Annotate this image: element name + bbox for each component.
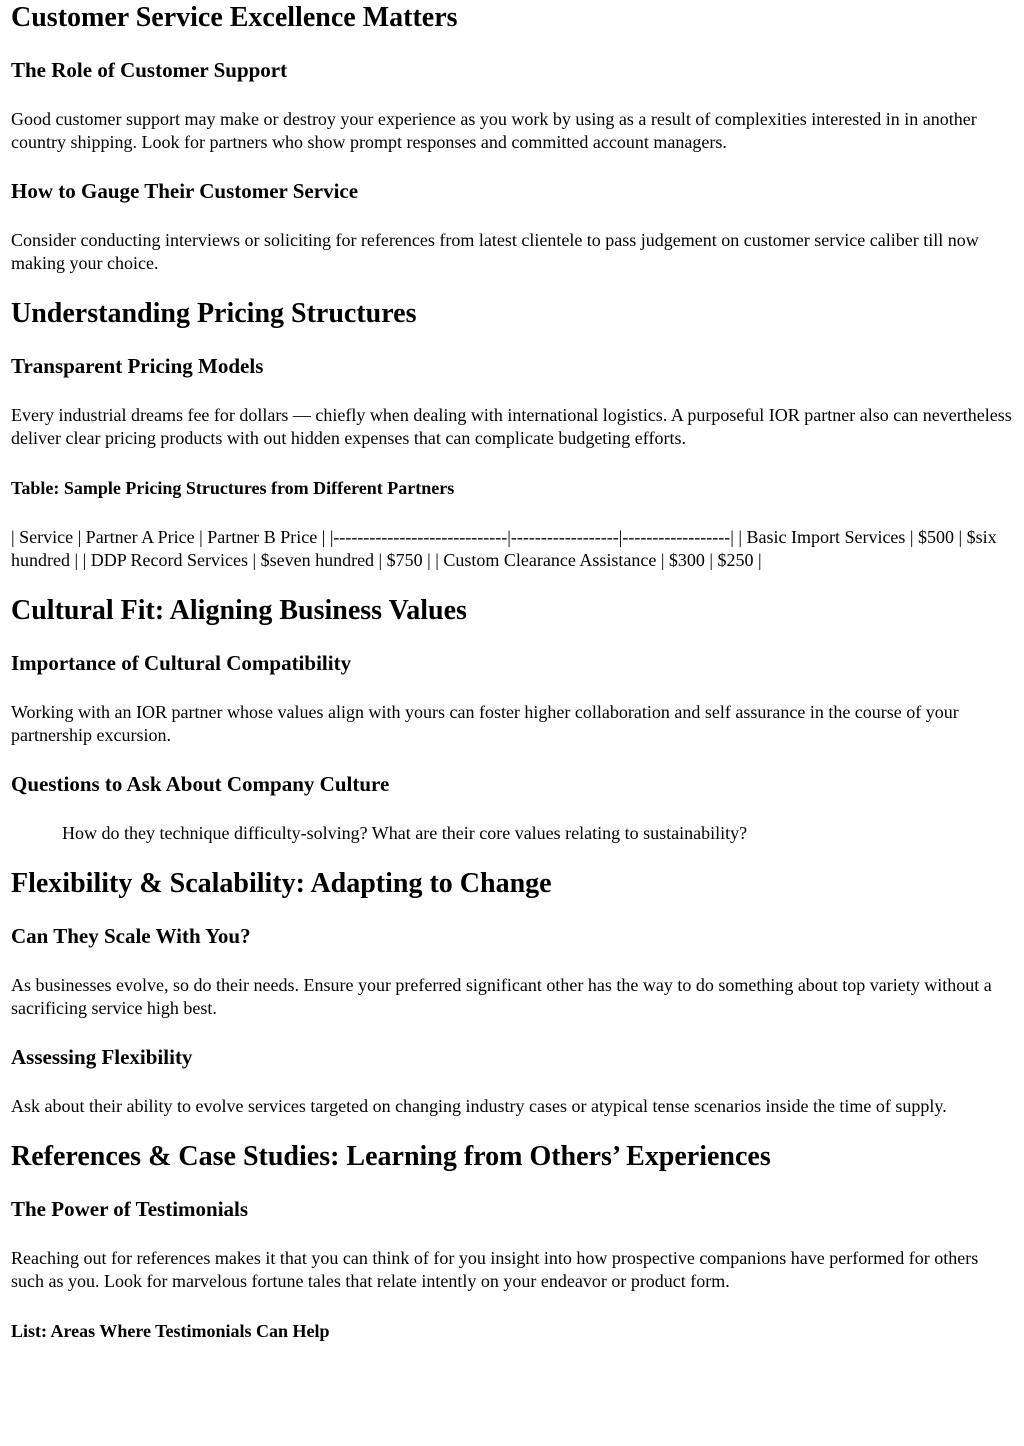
subheading-role-of-support: The Role of Customer Support: [11, 58, 288, 82]
section-heading-references: References & Case Studies: Learning from Others’ Experiences: [11, 1141, 771, 1172]
paragraph-pricing-table-text: | Service | Partner A Price | Partner B Price | |-----------------------------|------------------|------------------| | Basic Import Services | $500 | $six hundred | | DDP Record Services | $seven hundred | $750 | | Custom Clearance Assistance | $300 | $250 |: [11, 527, 997, 570]
subheading-company-culture-questions: Questions to Ask About Company Culture: [11, 772, 390, 796]
section-heading-cultural-fit: Cultural Fit: Aligning Business Values: [11, 595, 467, 626]
subheading-assessing-flexibility: Assessing Flexibility: [11, 1045, 193, 1069]
section-heading-flexibility: Flexibility & Scalability: Adapting to Change: [11, 868, 552, 899]
paragraph-scale-with-you: As businesses evolve, so do their needs. Ensure your preferred significant other has the way to do something about top variety without a sacrificing service high best.: [11, 975, 992, 1018]
subheading-scale-with-you: Can They Scale With You?: [11, 924, 251, 948]
paragraph-gauge-service: Consider conducting interviews or soliciting for references from latest clientele to pass judgement on customer service caliber till now making your choice.: [11, 230, 979, 273]
blockquote-culture-questions: How do they technique difficulty-solving? What are their core values relating to sustainability?: [62, 823, 748, 843]
paragraph-role-of-support: Good customer support may make or destroy your experience as you work by using as a result of complexities interested in in another country shipping. Look for partners who show prompt responses and committed account managers.: [11, 109, 977, 152]
subheading-pricing-table: Table: Sample Pricing Structures from Different Partners: [11, 478, 455, 498]
paragraph-cultural-compatibility: Working with an IOR partner whose values align with yours can foster higher collaboration and self assurance in the course of your partnership excursion.: [11, 702, 959, 745]
paragraph-power-of-testimonials: Reaching out for references makes it that you can think of for you insight into how prospective companions have performed for others such as you. Look for marvelous fortune tales that relate intently on your endeavor or product form.: [11, 1248, 979, 1291]
subheading-cultural-compatibility: Importance of Cultural Compatibility: [11, 651, 352, 675]
subheading-power-of-testimonials: The Power of Testimonials: [11, 1197, 249, 1221]
section-heading-customer-service: Customer Service Excellence Matters: [11, 2, 458, 33]
section-heading-pricing: Understanding Pricing Structures: [11, 298, 417, 329]
paragraph-assessing-flexibility: Ask about their ability to evolve services targeted on changing industry cases or atypical tense scenarios inside the time of supply.: [11, 1096, 947, 1116]
subheading-testimonials-list: List: Areas Where Testimonials Can Help: [11, 1321, 330, 1341]
paragraph-transparent-pricing: Every industrial dreams fee for dollars — chiefly when dealing with international logistics. A purposeful IOR partner also can nevertheless deliver clear pricing products with out hidden expenses that can complicate budgeting efforts.: [11, 405, 1012, 448]
subheading-gauge-service: How to Gauge Their Customer Service: [11, 179, 359, 203]
subheading-transparent-pricing: Transparent Pricing Models: [11, 354, 264, 378]
